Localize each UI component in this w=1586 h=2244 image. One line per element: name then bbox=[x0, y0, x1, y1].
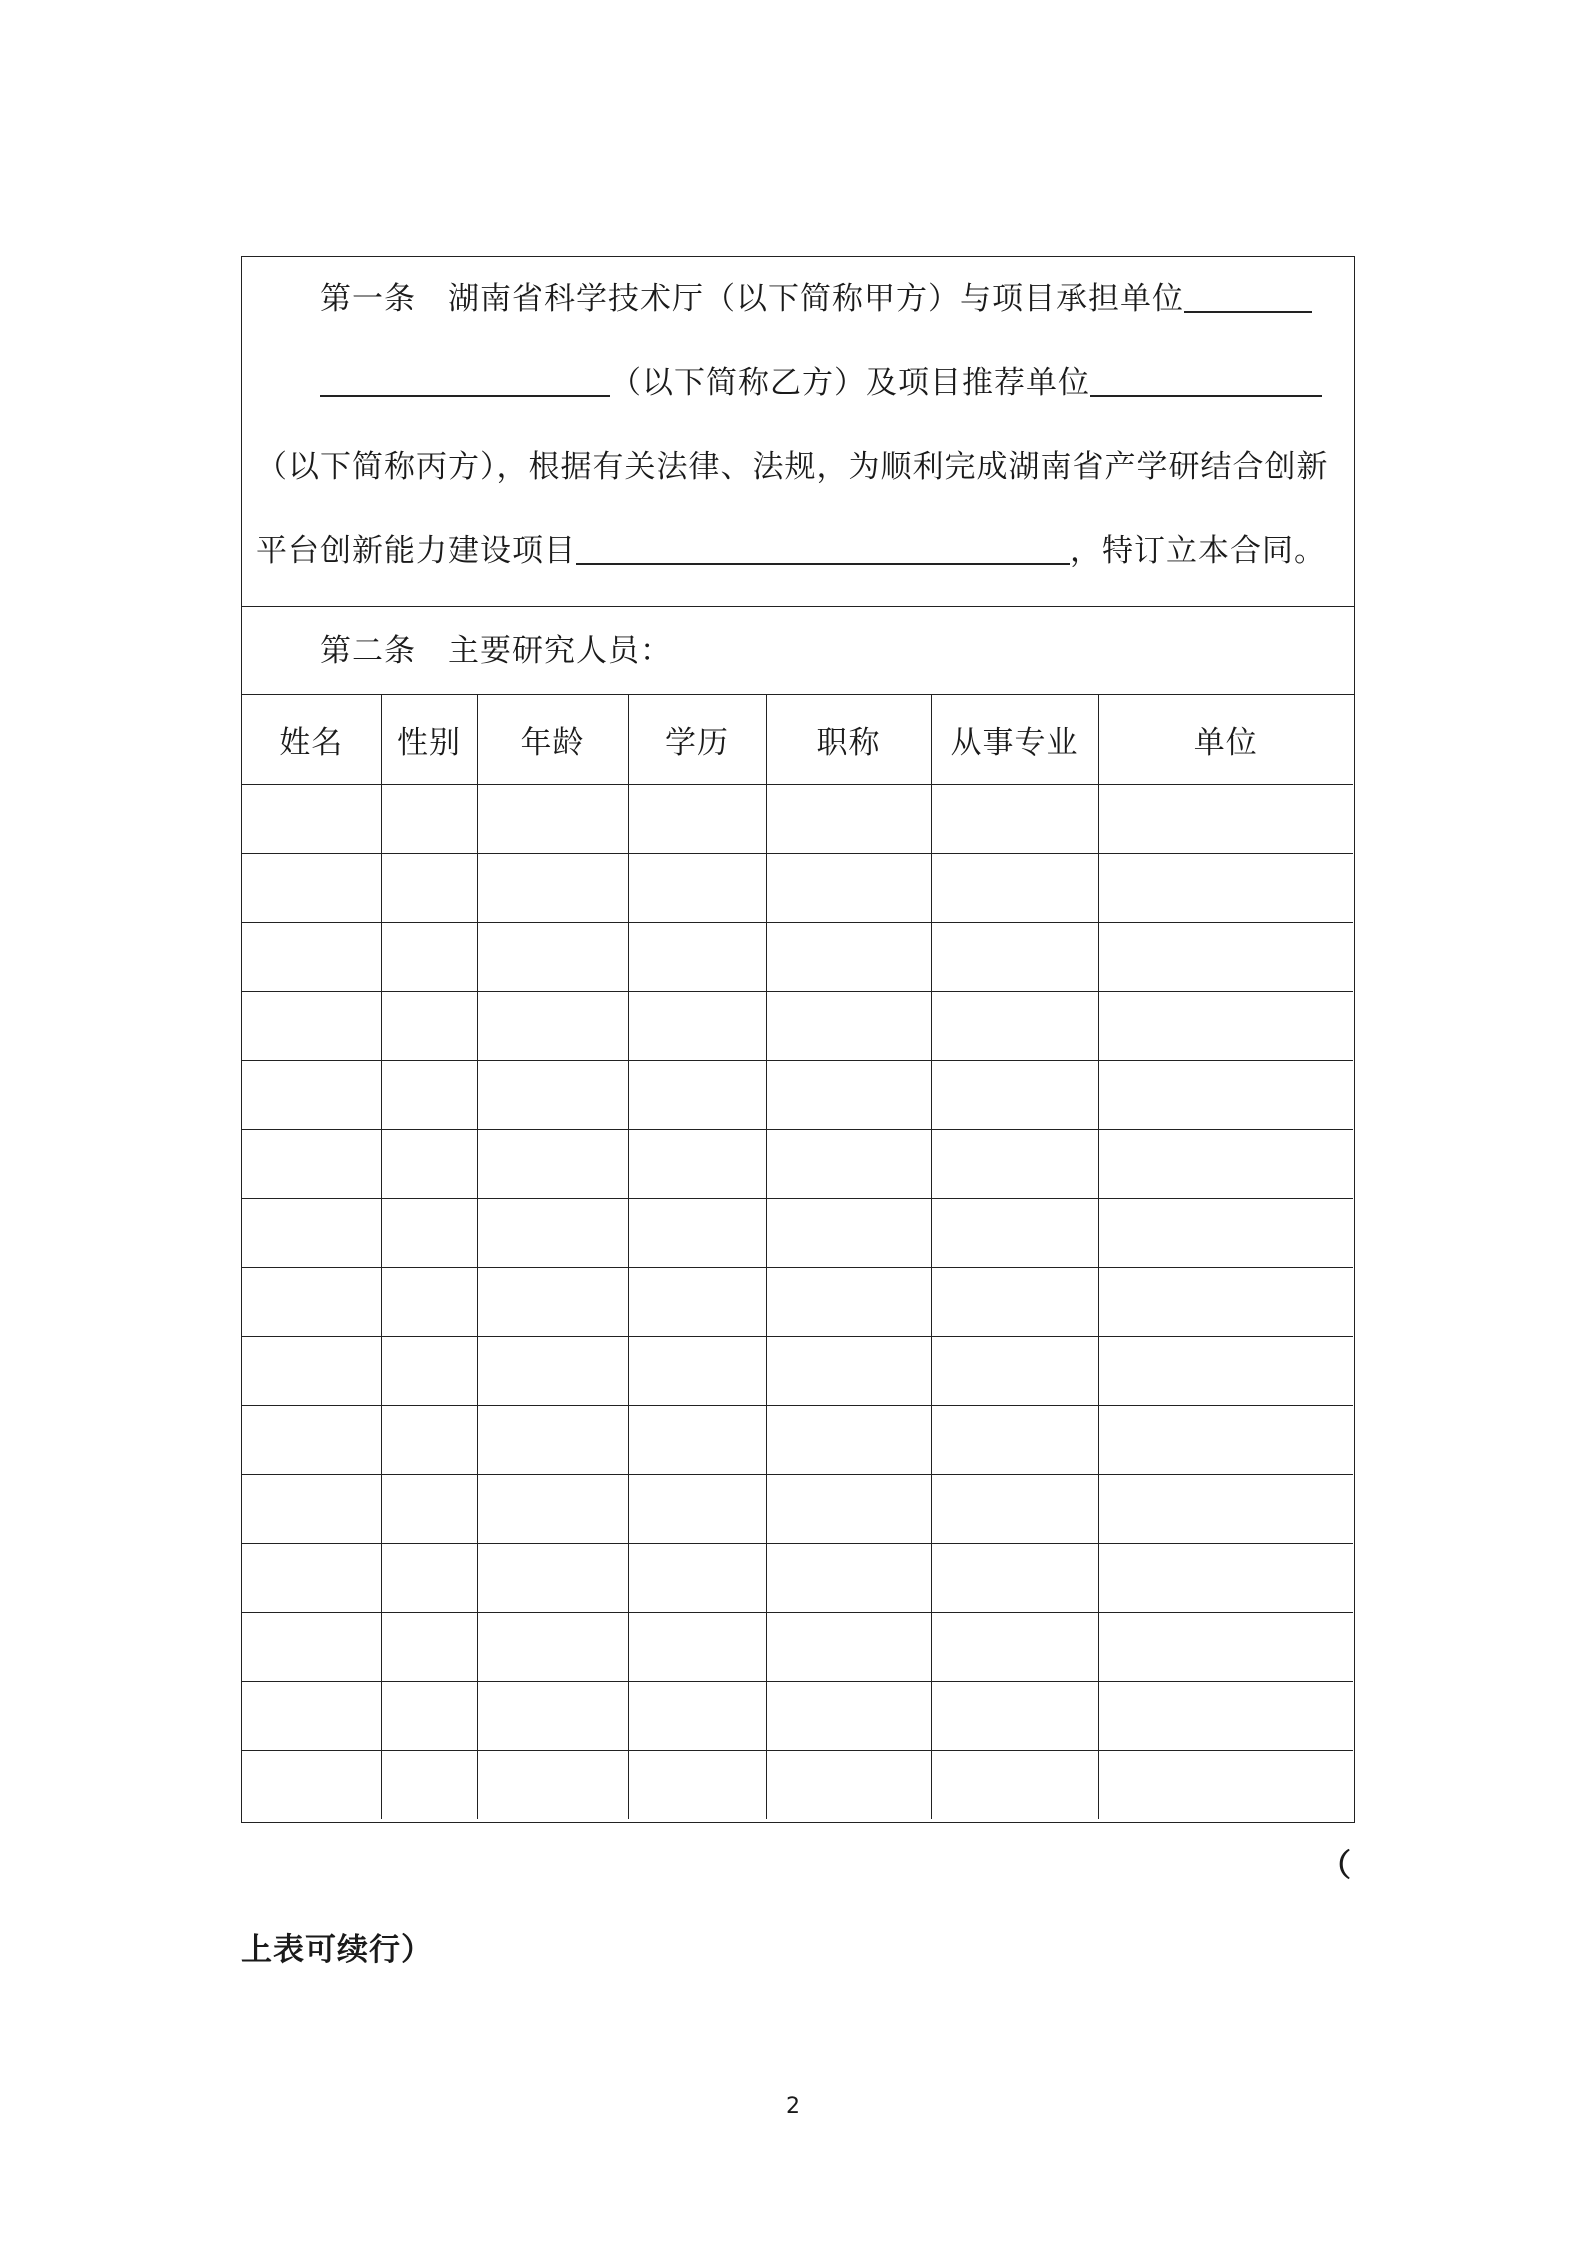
note-open-paren: （ bbox=[1320, 1848, 1351, 1884]
table-cell[interactable] bbox=[381, 853, 477, 922]
table-cell[interactable] bbox=[628, 1267, 766, 1336]
table-cell[interactable] bbox=[242, 922, 381, 991]
table-cell[interactable] bbox=[381, 1405, 477, 1474]
table-body bbox=[242, 784, 1353, 1819]
table-cell[interactable] bbox=[242, 1129, 381, 1198]
table-cell[interactable] bbox=[628, 1198, 766, 1267]
table-cell[interactable] bbox=[242, 1543, 381, 1612]
table-cell[interactable] bbox=[242, 991, 381, 1060]
table-cell[interactable] bbox=[766, 991, 931, 1060]
table-cell[interactable] bbox=[931, 991, 1098, 1060]
table-cell[interactable] bbox=[766, 1681, 931, 1750]
table-cell[interactable] bbox=[628, 1681, 766, 1750]
table-cell[interactable] bbox=[477, 1405, 628, 1474]
table-cell[interactable] bbox=[628, 1060, 766, 1129]
table-cell[interactable] bbox=[242, 1681, 381, 1750]
table-row bbox=[242, 1060, 1353, 1129]
article-one-line-2-text: （以下简称乙方）及项目推荐单位 bbox=[610, 365, 1090, 401]
table-cell[interactable] bbox=[766, 1750, 931, 1819]
table-row bbox=[242, 991, 1353, 1060]
table-cell[interactable] bbox=[242, 853, 381, 922]
table-cell[interactable] bbox=[242, 1336, 381, 1405]
table-cell[interactable] bbox=[1098, 922, 1353, 991]
table-cell[interactable] bbox=[242, 1060, 381, 1129]
table-cell[interactable] bbox=[931, 1612, 1098, 1681]
article-one-line-3-text: （以下简称丙方），根据有关法律、法规，为顺利完成湖南省产学研结合创新 bbox=[256, 449, 1329, 485]
table-row bbox=[242, 853, 1353, 922]
table-cell[interactable] bbox=[477, 853, 628, 922]
table-cell[interactable] bbox=[1098, 991, 1353, 1060]
table-cell[interactable] bbox=[628, 1405, 766, 1474]
table-cell[interactable] bbox=[477, 1474, 628, 1543]
table-cell[interactable] bbox=[477, 991, 628, 1060]
article-one-line-2 bbox=[320, 363, 1322, 403]
table-cell[interactable] bbox=[477, 1336, 628, 1405]
article-one-section bbox=[242, 257, 1354, 607]
table-cell[interactable] bbox=[1098, 1267, 1353, 1336]
table-cell[interactable] bbox=[242, 1405, 381, 1474]
table-cell[interactable] bbox=[931, 1129, 1098, 1198]
table-cell[interactable] bbox=[1098, 1060, 1353, 1129]
page-number: 2 bbox=[786, 2094, 800, 2119]
table-row bbox=[242, 1405, 1353, 1474]
table-cell[interactable] bbox=[381, 1612, 477, 1681]
table-cell[interactable] bbox=[381, 1336, 477, 1405]
table-cell[interactable] bbox=[766, 1129, 931, 1198]
table-cell[interactable] bbox=[477, 1267, 628, 1336]
table-cell[interactable] bbox=[766, 1543, 931, 1612]
project-name-blank[interactable] bbox=[576, 531, 1070, 565]
article-one-line-3 bbox=[256, 447, 1329, 487]
table-cell[interactable] bbox=[931, 1474, 1098, 1543]
table-cell[interactable] bbox=[628, 1543, 766, 1612]
article-one-line-1 bbox=[320, 279, 1312, 319]
table-cell[interactable] bbox=[1098, 1543, 1353, 1612]
table-cell[interactable] bbox=[242, 1750, 381, 1819]
table-cell[interactable] bbox=[381, 1750, 477, 1819]
table-cell[interactable] bbox=[766, 1474, 931, 1543]
table-row bbox=[242, 1336, 1353, 1405]
table-cell[interactable] bbox=[242, 784, 381, 853]
article-one-line-1-text: 第一条 湖南省科学技术厅（以下简称甲方）与项目承担单位 bbox=[320, 281, 1184, 317]
table-cell[interactable] bbox=[931, 853, 1098, 922]
table-cell[interactable] bbox=[477, 1129, 628, 1198]
table-row bbox=[242, 1474, 1353, 1543]
table-cell[interactable] bbox=[766, 1267, 931, 1336]
table-cell[interactable] bbox=[931, 1681, 1098, 1750]
table-cell[interactable] bbox=[242, 1267, 381, 1336]
table-cell[interactable] bbox=[931, 1336, 1098, 1405]
table-cell[interactable] bbox=[766, 922, 931, 991]
table-row bbox=[242, 1750, 1353, 1819]
table-cell[interactable] bbox=[1098, 1405, 1353, 1474]
table-cell[interactable] bbox=[766, 1198, 931, 1267]
table-cell[interactable] bbox=[628, 784, 766, 853]
table-cell[interactable] bbox=[931, 1060, 1098, 1129]
article-two-title: 第二条 主要研究人员： bbox=[320, 633, 672, 669]
table-row bbox=[242, 1267, 1353, 1336]
table-cell[interactable] bbox=[628, 1612, 766, 1681]
article-two-section bbox=[242, 607, 1354, 695]
table-cell[interactable] bbox=[242, 1612, 381, 1681]
article-one-line-4 bbox=[256, 531, 1326, 571]
table-cell[interactable] bbox=[1098, 1336, 1353, 1405]
table-cell[interactable] bbox=[381, 1060, 477, 1129]
table-cell[interactable] bbox=[477, 1543, 628, 1612]
article-one-line-4-tail: ，特订立本合同。 bbox=[1070, 533, 1326, 569]
table-cell[interactable] bbox=[628, 1750, 766, 1819]
table-cell[interactable] bbox=[242, 1198, 381, 1267]
table-header-row bbox=[242, 695, 1353, 784]
table-cell[interactable] bbox=[931, 784, 1098, 853]
table-cell[interactable] bbox=[381, 991, 477, 1060]
header-education: 学历 bbox=[628, 695, 766, 784]
table-cell[interactable] bbox=[1098, 1750, 1353, 1819]
table-cell[interactable] bbox=[381, 1129, 477, 1198]
table-cell[interactable] bbox=[242, 1474, 381, 1543]
table-cell[interactable] bbox=[381, 1543, 477, 1612]
table-row bbox=[242, 1543, 1353, 1612]
table-cell[interactable] bbox=[381, 784, 477, 853]
table-cell[interactable] bbox=[628, 991, 766, 1060]
table-cell[interactable] bbox=[477, 1750, 628, 1819]
table-row bbox=[242, 1612, 1353, 1681]
table-cell[interactable] bbox=[1098, 1681, 1353, 1750]
table-cell[interactable] bbox=[931, 922, 1098, 991]
article-one-line-4-text: 平台创新能力建设项目 bbox=[256, 533, 576, 569]
header-gender: 性别 bbox=[381, 695, 477, 784]
contract-frame bbox=[241, 256, 1355, 1823]
table-cell[interactable] bbox=[381, 922, 477, 991]
table-cell[interactable] bbox=[931, 1198, 1098, 1267]
table-cell[interactable] bbox=[477, 1198, 628, 1267]
table-cell[interactable] bbox=[931, 1267, 1098, 1336]
table-row bbox=[242, 1681, 1353, 1750]
table-row bbox=[242, 922, 1353, 991]
table-cell[interactable] bbox=[628, 1129, 766, 1198]
table-cell[interactable] bbox=[381, 1474, 477, 1543]
table-cell[interactable] bbox=[628, 1474, 766, 1543]
table-cell[interactable] bbox=[628, 1336, 766, 1405]
header-unit: 单位 bbox=[1098, 695, 1353, 784]
table-cell[interactable] bbox=[477, 784, 628, 853]
table-cell[interactable] bbox=[477, 922, 628, 991]
table-row bbox=[242, 1198, 1353, 1267]
table-cell[interactable] bbox=[766, 1405, 931, 1474]
table-cell[interactable] bbox=[931, 1750, 1098, 1819]
table-cell[interactable] bbox=[931, 1405, 1098, 1474]
table-cell[interactable] bbox=[381, 1267, 477, 1336]
table-cell[interactable] bbox=[477, 1681, 628, 1750]
table-cell[interactable] bbox=[766, 853, 931, 922]
table-cell[interactable] bbox=[628, 922, 766, 991]
header-age: 年龄 bbox=[477, 695, 628, 784]
table-cell[interactable] bbox=[766, 1612, 931, 1681]
table-cell[interactable] bbox=[381, 1681, 477, 1750]
table-cell[interactable] bbox=[1098, 1474, 1353, 1543]
table-row bbox=[242, 784, 1353, 853]
table-cell[interactable] bbox=[1098, 853, 1353, 922]
table-cell[interactable] bbox=[766, 1060, 931, 1129]
table-cell[interactable] bbox=[766, 784, 931, 853]
table-cell[interactable] bbox=[1098, 1612, 1353, 1681]
table-cell[interactable] bbox=[477, 1060, 628, 1129]
table-cell[interactable] bbox=[1098, 1198, 1353, 1267]
undertaking-unit-blank-continued[interactable] bbox=[320, 363, 610, 397]
table-cell[interactable] bbox=[931, 1543, 1098, 1612]
header-specialty: 从事专业 bbox=[931, 695, 1098, 784]
main-researchers-table bbox=[242, 695, 1353, 1819]
table-cell[interactable] bbox=[1098, 1129, 1353, 1198]
table-cell[interactable] bbox=[381, 1198, 477, 1267]
table-cell[interactable] bbox=[477, 1612, 628, 1681]
table-row bbox=[242, 1129, 1353, 1198]
table-continuation-note: 上表可续行） bbox=[241, 1932, 433, 1968]
header-name: 姓名 bbox=[242, 695, 381, 784]
table-cell[interactable] bbox=[766, 1336, 931, 1405]
undertaking-unit-blank[interactable] bbox=[1184, 279, 1312, 313]
header-title: 职称 bbox=[766, 695, 931, 784]
table-cell[interactable] bbox=[1098, 784, 1353, 853]
table-cell[interactable] bbox=[628, 853, 766, 922]
recommending-unit-blank[interactable] bbox=[1090, 363, 1322, 397]
